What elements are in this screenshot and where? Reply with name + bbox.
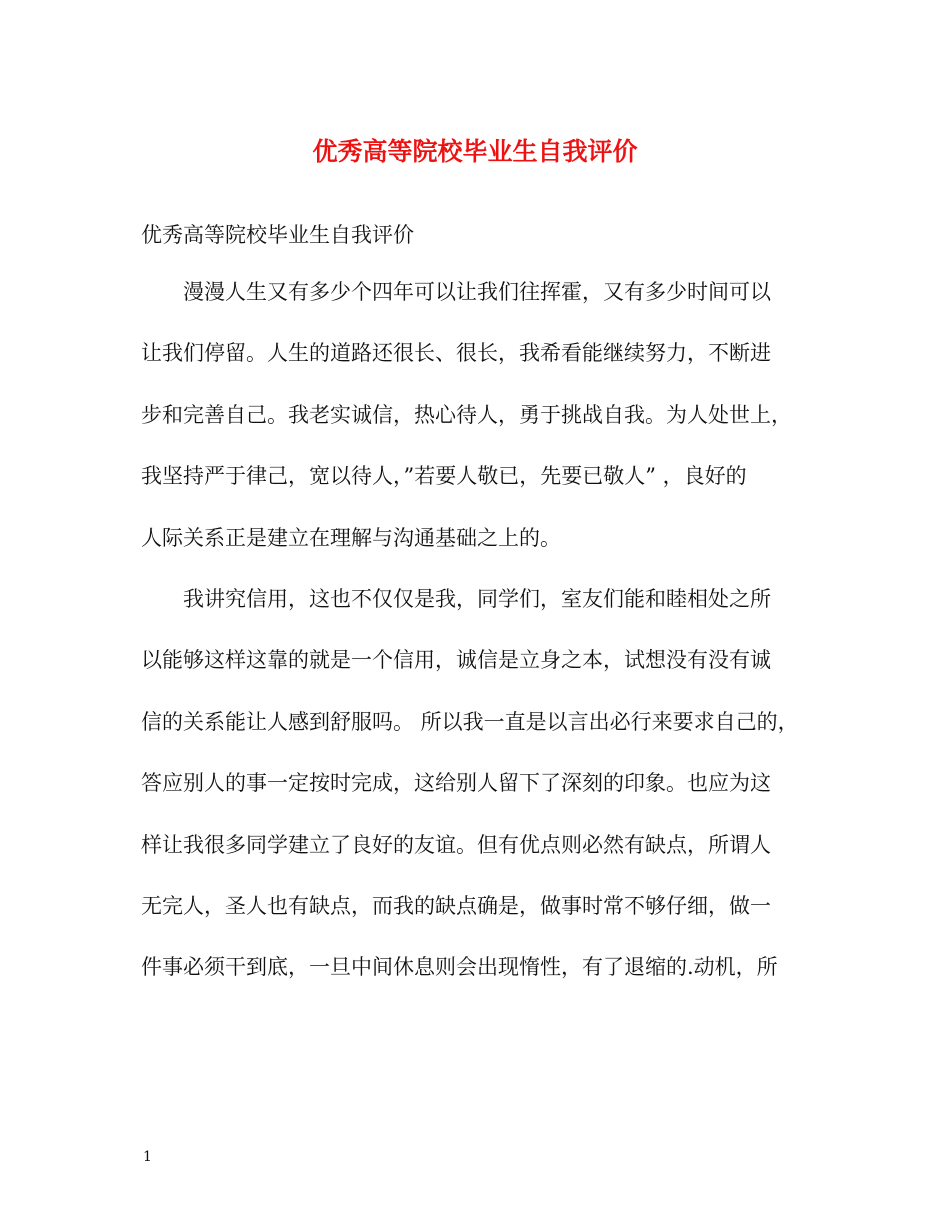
page-number: 1 <box>143 1149 152 1165</box>
document-body <box>141 274 821 1011</box>
document-subtitle: 优秀高等院校毕业生自我评价 <box>141 223 414 247</box>
text-line: 人际关系正是建立在理解与沟通基础之上的。 <box>141 525 561 550</box>
text-line: 信的关系能让人感到舒服吗。 所以我一直是以言出必行来要求自己的， <box>141 709 799 734</box>
text-line: 样让我很多同学建立了良好的友谊。但有优点则必然有缺点，所谓人 <box>141 832 771 857</box>
document-title: 优秀高等院校毕业生自我评价 <box>312 137 638 166</box>
text-line: 件事必须干到底，一旦中间休息则会出现惰性，有了退缩的.动机，所 <box>141 955 778 980</box>
text-line: 漫漫人生又有多少个四年可以让我们往挥霍，又有多少时间可以 <box>183 280 771 304</box>
text-line: 步和完善自己。我老实诚信，热心待人，勇于挑战自我。为人处世上， <box>141 402 792 427</box>
text-line: 我坚持严于律己，宽以待人，”若要人敬已，先要已敬人” ，良好的 <box>141 464 747 489</box>
text-line: 我讲究信用，这也不仅仅是我，同学们，室友们能和睦相处之所 <box>183 586 771 611</box>
text-line: 让我们停留。人生的道路还很长、很长，我希看能继续努力，不断进 <box>141 341 771 366</box>
text-line: 无完人，圣人也有缺点，而我的缺点确是，做事时常不够仔细，做一 <box>141 893 771 918</box>
text-line: 答应别人的事一定按时完成，这给别人留下了深刻的印象。也应为这 <box>141 771 771 796</box>
text-line: 以能够这样这靠的就是一个信用，诚信是立身之本，试想没有没有诚 <box>141 648 771 673</box>
